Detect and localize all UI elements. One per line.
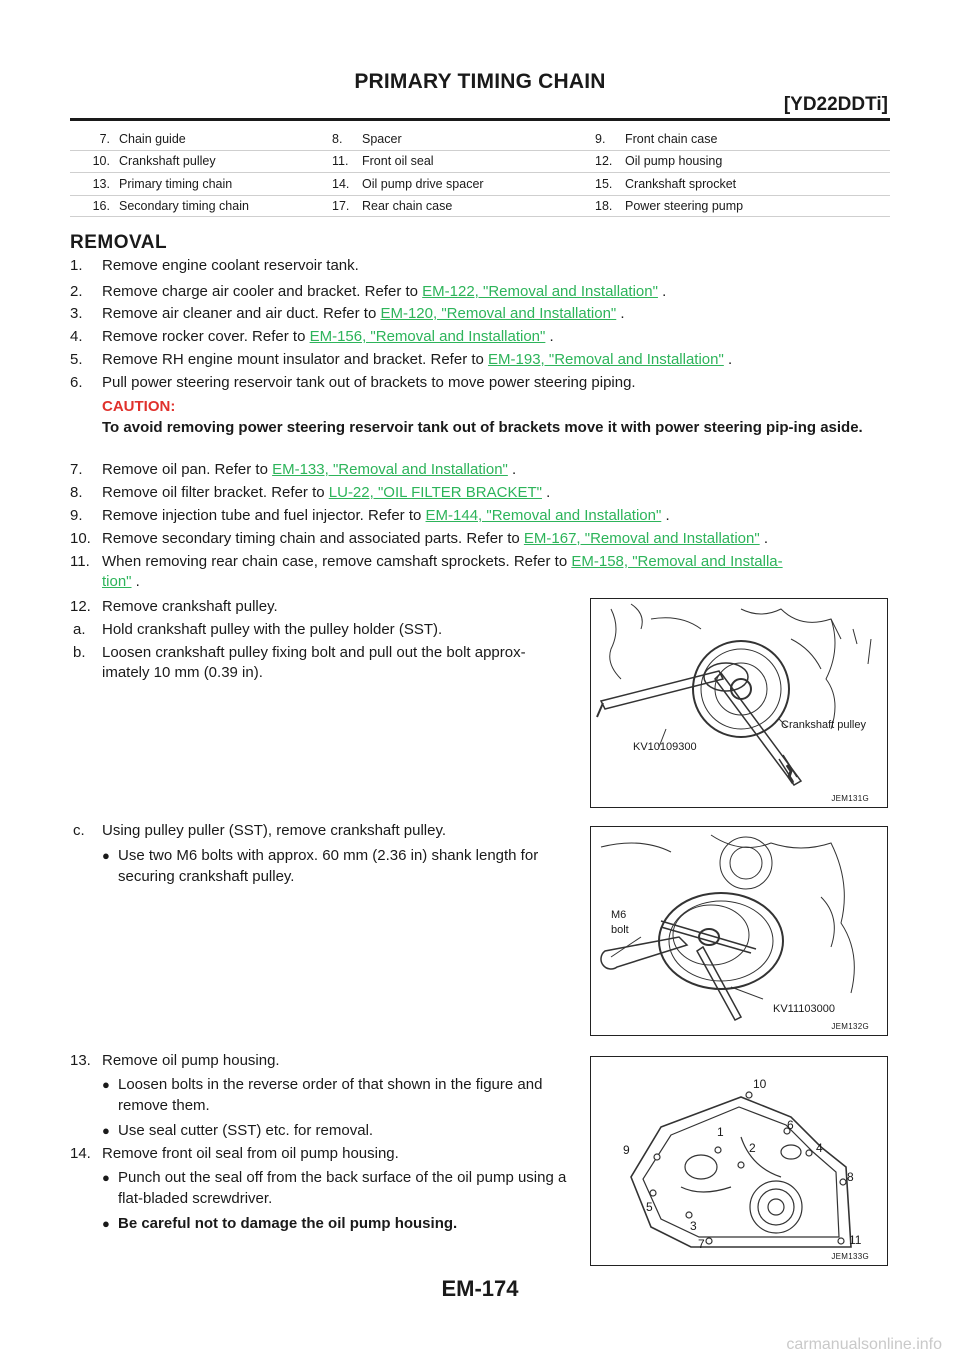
step-number: 3. [70, 305, 83, 322]
step-text: imately 10 mm (0.39 in). [102, 664, 263, 681]
step-text-part: . [657, 283, 667, 300]
legend-number: 18. [595, 199, 613, 214]
bolt-label: M6 [611, 909, 627, 921]
step-text [102, 572, 140, 592]
step-number: b. [73, 644, 86, 661]
bullet-text: Loosen bolts in the reverse order of that shown in the figure and remove them. [118, 1076, 543, 1114]
legend-number: 17. [332, 199, 350, 214]
legend-item [595, 177, 890, 191]
reference-link[interactable]: EM-158, "Removal and Installa- [571, 553, 783, 570]
step-text-part: . [541, 484, 551, 501]
step-text [102, 506, 670, 526]
tool-label: KV11103000 [773, 1003, 835, 1015]
legend-label: Crankshaft sprocket [625, 176, 737, 191]
bolt-label: bolt [611, 924, 629, 936]
step-number: 4. [70, 328, 83, 345]
legend-label: Secondary timing chain [119, 199, 249, 214]
figure-code: JEM133G [831, 1252, 869, 1261]
step-text: Hold crankshaft pulley with the pulley holder (SST). [102, 621, 443, 638]
step-text-part: . [507, 461, 517, 478]
step-number: 6. [70, 374, 83, 391]
step-text-part: Remove air cleaner and air duct. Refer to [102, 305, 381, 322]
step-number: 2. [70, 283, 83, 300]
step-text-part: . [131, 573, 140, 590]
legend-item [595, 154, 890, 168]
figure-code: JEM132G [831, 1022, 869, 1031]
step-text: Remove front oil seal from oil pump housing. [102, 1145, 399, 1162]
step-text-part: . [759, 530, 769, 547]
figure-pulley-puller [590, 826, 888, 1036]
step-text [102, 483, 550, 503]
legend-label: Spacer [362, 131, 402, 146]
caution-text: To avoid removing power steering reservoir tank out of brackets move it with power steering pip-ing aside. [102, 419, 863, 436]
legend-number: 12. [595, 154, 613, 169]
step-text: Remove engine coolant reservoir tank. [102, 257, 359, 274]
reference-link[interactable]: EM-133, "Removal and Installation" [272, 461, 508, 478]
step-text-part: . [545, 328, 554, 345]
legend-item [332, 154, 595, 168]
step-text-part: When removing rear chain case, remove camshaft sprockets. Refer to [102, 553, 572, 570]
step-text-part: Remove oil filter bracket. Refer to [102, 484, 329, 501]
header-rule [70, 118, 890, 121]
bolt-order-number: 7 [698, 1237, 705, 1251]
legend-item [70, 154, 332, 168]
step-number: 14. [70, 1145, 91, 1162]
legend-item [70, 177, 332, 191]
legend-number: 16. [92, 199, 110, 214]
legend-row [70, 150, 890, 173]
step-text [102, 460, 516, 480]
step-text-part: Remove oil pan. Refer to [102, 461, 273, 478]
reference-link[interactable]: EM-122, "Removal and Installation" [422, 283, 658, 300]
bullet-icon: ● [102, 1123, 110, 1138]
reference-link[interactable]: EM-120, "Removal and Installation" [380, 305, 617, 322]
bullet-icon: ● [102, 1216, 110, 1231]
step-text-part: Remove rocker cover. Refer to [102, 328, 310, 345]
legend-row [70, 172, 890, 195]
pulley-puller-illustration [591, 827, 887, 1035]
bullet-text: Use seal cutter (SST) etc. for removal. [118, 1122, 374, 1139]
step-text [102, 552, 783, 572]
legend-item [70, 199, 332, 213]
step-text-part: . [723, 351, 733, 368]
step-number: 12. [70, 598, 91, 615]
bolt-order-number: 10 [753, 1077, 767, 1091]
engine-model: [YD22DDTi] [783, 94, 888, 115]
bolt-order-number: 4 [816, 1141, 823, 1155]
legend-label: Oil pump housing [625, 154, 723, 169]
bullet-text: Use two M6 bolts with approx. 60 mm (2.36 in) shank length for securing crankshaft pulley. [118, 847, 539, 885]
pulley-holder-illustration [591, 599, 887, 807]
step-text: Loosen crankshaft pulley fixing bolt and pull out the bolt approx- [102, 644, 526, 661]
legend-label: Rear chain case [362, 199, 453, 214]
step-text [102, 304, 625, 324]
bullet-icon: ● [102, 848, 110, 863]
legend-number: 13. [92, 176, 110, 191]
part-label: Crankshaft pulley [781, 719, 866, 731]
legend-row [70, 195, 890, 218]
bullet-text: Punch out the seal off from the back surface of the oil pump using a flat-bladed screwdriver. [118, 1169, 567, 1207]
reference-link[interactable]: EM-193, "Removal and Installation" [488, 351, 724, 368]
step-number: 1. [70, 257, 83, 274]
parts-legend [70, 128, 890, 217]
reference-link[interactable]: EM-156, "Removal and Installation" [309, 328, 546, 345]
step-text-part: Remove injection tube and fuel injector. Refer to [102, 507, 426, 524]
section-title: REMOVAL [70, 232, 168, 253]
figure-pulley-holder [590, 598, 888, 808]
tool-label: KV10109300 [633, 741, 697, 753]
step-text-part: . [616, 305, 625, 322]
step-text [102, 282, 666, 302]
bolt-order-number: 1 [717, 1125, 724, 1139]
legend-number: 15. [595, 176, 613, 191]
legend-item [332, 199, 595, 213]
legend-item [595, 199, 890, 213]
legend-label: Crankshaft pulley [119, 154, 216, 169]
bolt-order-number: 11 [849, 1233, 862, 1247]
page-number: EM-174 [441, 1276, 519, 1301]
step-number: a. [73, 621, 86, 638]
step-number: 9. [70, 507, 83, 524]
step-number: 10. [70, 530, 91, 547]
step-number: 8. [70, 484, 83, 501]
legend-label: Front oil seal [362, 154, 434, 169]
bolt-order-number: 2 [749, 1141, 756, 1155]
legend-number: 8. [332, 131, 343, 146]
figure-oil-pump-housing [590, 1056, 888, 1266]
page-title: PRIMARY TIMING CHAIN [354, 70, 606, 93]
step-text: Using pulley puller (SST), remove crankshaft pulley. [102, 822, 447, 839]
oil-pump-housing-illustration [591, 1057, 887, 1265]
legend-number: 11. [332, 154, 349, 169]
step-number: 11. [70, 553, 90, 570]
bullet-text: Be careful not to damage the oil pump housing. [118, 1215, 458, 1232]
bolt-order-number: 3 [690, 1219, 697, 1233]
reference-link[interactable]: EM-144, "Removal and Installation" [425, 507, 662, 524]
step-text: Remove oil pump housing. [102, 1052, 280, 1069]
legend-item [595, 132, 890, 146]
bullet-icon: ● [102, 1170, 110, 1185]
caution-label: CAUTION: [102, 398, 176, 415]
legend-number: 9. [595, 131, 606, 146]
legend-label: Front chain case [625, 131, 718, 146]
bolt-order-number: 6 [787, 1118, 794, 1132]
step-number: 5. [70, 351, 83, 368]
bolt-order-number: 5 [646, 1200, 653, 1214]
step-number: c. [73, 822, 85, 839]
bolt-order-number: 8 [847, 1170, 854, 1184]
step-text [102, 327, 554, 347]
step-text-part: Remove RH engine mount insulator and bracket. Refer to [102, 351, 489, 368]
legend-label: Primary timing chain [119, 176, 233, 191]
step-text-part: Remove secondary timing chain and associated parts. Refer to [102, 530, 524, 547]
step-number: 13. [70, 1052, 91, 1069]
figure-code: JEM131G [831, 794, 869, 803]
legend-number: 14. [332, 176, 350, 191]
legend-number: 10. [92, 154, 110, 169]
step-text: Pull power steering reservoir tank out of brackets to move power steering piping. [102, 374, 636, 391]
step-text: Remove crankshaft pulley. [102, 598, 278, 615]
legend-item [332, 177, 595, 191]
legend-item [332, 132, 595, 146]
reference-link[interactable]: EM-167, "Removal and Installation" [523, 530, 760, 547]
bolt-order-number: 9 [623, 1143, 630, 1157]
legend-label: Power steering pump [625, 199, 744, 214]
step-text-part: . [661, 507, 670, 524]
step-text-part: Remove charge air cooler and bracket. Refer to [102, 283, 423, 300]
legend-label: Chain guide [119, 131, 186, 146]
step-number: 7. [70, 461, 83, 478]
legend-divider [70, 216, 890, 217]
legend-item [70, 132, 332, 146]
step-text [102, 529, 768, 549]
bullet-icon: ● [102, 1077, 110, 1092]
reference-link[interactable]: LU-22, "OIL FILTER BRACKET" [328, 484, 542, 501]
legend-number: 7. [99, 131, 110, 146]
watermark: carmanualsonline.info [786, 1336, 942, 1353]
legend-label: Oil pump drive spacer [362, 176, 484, 191]
legend-row [70, 128, 890, 150]
reference-link[interactable]: tion" [102, 573, 132, 590]
step-text [102, 350, 732, 370]
